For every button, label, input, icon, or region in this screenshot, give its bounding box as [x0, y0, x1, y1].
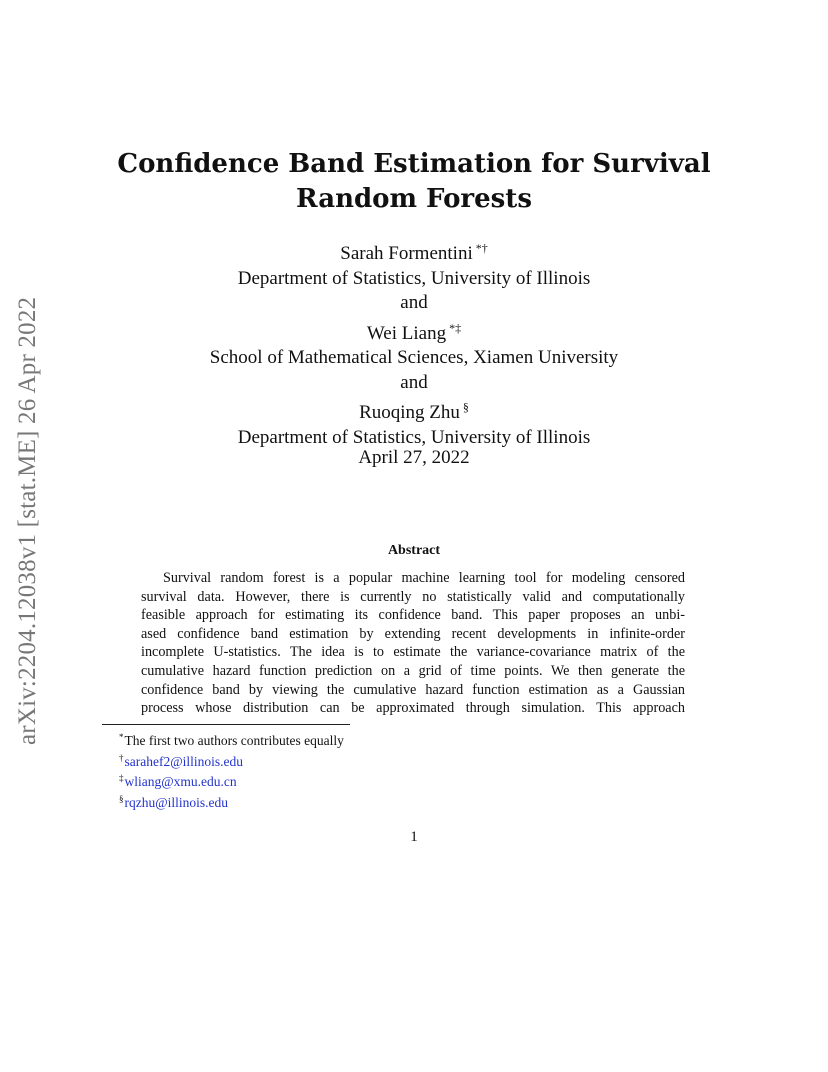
title-line: Random Forests [296, 184, 532, 214]
page-number: 1 [410, 829, 418, 845]
author-footnote-marks: *‡ [449, 320, 462, 335]
abstract-line: feasible approach for estimating its confidence band. This paper proposes an unbi- [141, 607, 685, 624]
publication-date: April 27, 2022 [358, 447, 470, 468]
footnote-email [119, 791, 344, 812]
author-name: Ruoqing Zhu § [359, 400, 469, 423]
abstract-line: survival data. However, there is currently no statistically valid and computationally [141, 588, 685, 605]
footnote-email [119, 770, 344, 791]
footnote-mark: ‡ [119, 773, 124, 783]
author-name: Sarah Formentini *† [340, 241, 488, 264]
footnote-mark: † [119, 752, 124, 763]
abstract-body [141, 569, 685, 718]
abstract-line: cumulative hazard function prediction on a grid of time points. We then generate the [141, 662, 685, 679]
author-footnote-marks: § [462, 400, 469, 414]
abstract-line: ased confidence band estimation by extending recent developments in infinite-order [141, 625, 685, 642]
paper-title [0, 147, 828, 217]
abstract-line: Survival random forest is a popular machine learning tool for modeling censored [163, 570, 685, 586]
author-block [0, 236, 828, 450]
footnotes [119, 729, 344, 811]
email-link[interactable]: rqzhu@illinois.edu [124, 794, 229, 810]
abstract-heading: Abstract [387, 543, 441, 558]
footnote-divider [102, 724, 350, 725]
author-separator: and [400, 292, 428, 313]
title-line: Confidence Band Estimation for Survival [117, 149, 711, 179]
author-affiliation: Department of Statistics, University of Illinois [237, 267, 591, 289]
email-link[interactable]: wliang@xmu.edu.cn [124, 774, 237, 789]
footnote-equal-contribution: *The first two authors contributes equally [119, 732, 344, 748]
arxiv-identifier-stamp: arXiv:2204.12038v1 [stat.ME] 26 Apr 2022 [14, 296, 41, 745]
author-affiliation: Department of Statistics, University of Illinois [237, 426, 591, 448]
email-link[interactable]: sarahef2@illinois.edu [124, 753, 244, 769]
footnote-email [119, 750, 344, 771]
author-affiliation: School of Mathematical Sciences, Xiamen University [209, 347, 619, 368]
author-footnote-marks: *† [475, 241, 488, 255]
author-separator: and [400, 371, 428, 393]
abstract-line: incomplete U-statistics. The idea is to estimate the variance-covariance matrix of the [141, 644, 685, 661]
abstract-line: confidence band by viewing the cumulative hazard function estimation as a Gaussian [141, 681, 685, 698]
author-name: Wei Liang *‡ [366, 320, 462, 344]
footnote-mark: * [119, 732, 124, 742]
footnote-mark: § [119, 793, 124, 804]
abstract-line: process whose distribution can be approximated through simulation. This approach [141, 700, 685, 717]
